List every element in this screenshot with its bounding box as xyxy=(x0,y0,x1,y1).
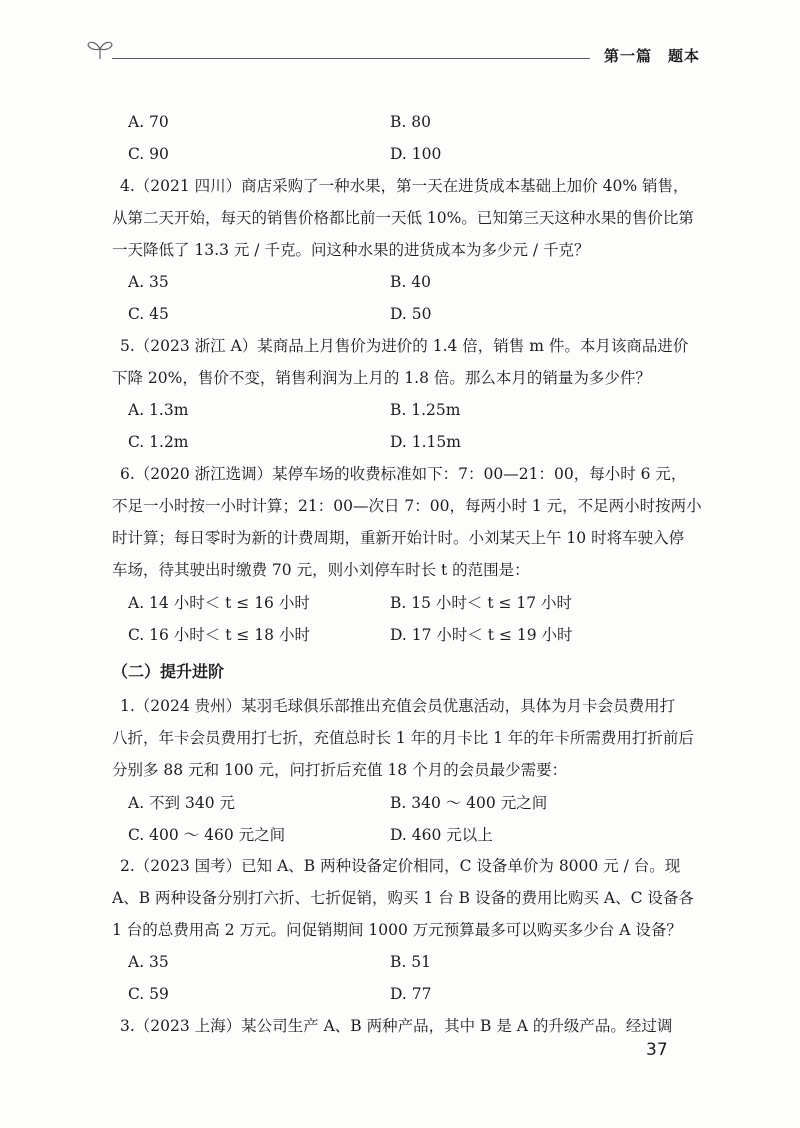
q4-line-2: 从第二天开始，每天的销售价格都比前一天低 10%。已知第三天这种水果的售价比第 xyxy=(112,209,694,227)
header-rule xyxy=(112,58,590,59)
section-title: （二）提升进阶 xyxy=(112,662,225,681)
q5-line-1: 5.（2023 浙江 A）某商品上月售价为进价的 1.4 倍，销售 m 件。本月该商品进价 xyxy=(120,337,689,355)
p2-options-row2 xyxy=(120,978,702,1010)
q4-line-1: 4.（2021 四川）商店采购了一种水果，第一天在进货成本基础上加价 40% 销售， xyxy=(120,177,689,195)
page-number: 37 xyxy=(646,1040,668,1060)
q6-option-a: A. 14 小时＜ t ≤ 16 小时 xyxy=(128,594,310,612)
q6-line-2: 不足一小时按一小时计算；21：00—次日 7：00，每两小时 1 元，不足两小时按两小 xyxy=(112,497,702,515)
p2-line-1: 2.（2023 国考）已知 A、B 两种设备定价相同，C 设备单价为 8000 元 / 台。现 xyxy=(120,857,681,875)
q5-option-c: C. 1.2m xyxy=(128,433,189,451)
p2-option-a: A. 35 xyxy=(128,953,169,971)
q6-option-b: B. 15 小时＜ t ≤ 17 小时 xyxy=(390,594,573,612)
q6-line-4: 车场，待其驶出时缴费 70 元，则小刘停车时长 t 的范围是： xyxy=(112,561,530,579)
p2-option-d: D. 77 xyxy=(390,985,432,1003)
p2-option-b: B. 51 xyxy=(390,953,431,971)
q6-options-row2 xyxy=(120,618,702,650)
p1-options-row2 xyxy=(120,818,702,850)
p1-option-b: B. 340 ～ 400 元之间 xyxy=(390,794,548,812)
q3-option-d: D. 100 xyxy=(390,145,442,163)
page-content xyxy=(112,106,702,1042)
q4-option-c: C. 45 xyxy=(128,305,169,323)
q4-option-d: D. 50 xyxy=(390,305,432,323)
sprout-icon xyxy=(86,37,114,61)
p1-option-c: C. 400 ～ 460 元之间 xyxy=(128,826,286,844)
p1-line-3: 分别多 88 元和 100 元，问打折后充值 18 个月的会员最少需要： xyxy=(112,761,568,779)
q3-options-row2 xyxy=(120,138,702,170)
p1-line-2: 八折，年卡会员费用打七折，充值总时长 1 年的月卡比 1 年的年卡所需费用打折前后 xyxy=(112,729,694,747)
q4-options-row2 xyxy=(120,298,702,330)
q4-option-b: B. 40 xyxy=(390,273,431,291)
q4-options-row1 xyxy=(120,266,702,298)
q6-line-3: 时计算；每日零时为新的计费周期，重新开始计时。小刘某天上午 10 时将车驶入停 xyxy=(112,529,685,547)
p2-line-2: A、B 两种设备分别打六折、七折促销，购买 1 台 B 设备的费用比购买 A、C 设备各 xyxy=(112,889,694,907)
q6-option-d: D. 17 小时＜ t ≤ 19 小时 xyxy=(390,626,573,644)
q3-option-c: C. 90 xyxy=(128,145,169,163)
p1-line-1: 1.（2024 贵州）某羽毛球俱乐部推出充值会员优惠活动，具体为月卡会员费用打 xyxy=(120,697,676,715)
p1-option-a: A. 不到 340 元 xyxy=(128,794,235,812)
q6-option-c: C. 16 小时＜ t ≤ 18 小时 xyxy=(128,626,310,644)
q5-option-b: B. 1.25m xyxy=(390,401,461,419)
p3-line-1: 3.（2023 上海）某公司生产 A、B 两种产品，其中 B 是 A 的升级产品。经过调 xyxy=(120,1017,673,1035)
p2-option-c: C. 59 xyxy=(128,985,169,1003)
q4-option-a: A. 35 xyxy=(128,273,169,291)
q3-option-a: A. 70 xyxy=(128,113,169,131)
q5-options-row2 xyxy=(120,426,702,458)
p2-options-row1 xyxy=(120,946,702,978)
p2-line-3: 1 台的总费用高 2 万元。问促销期间 1000 万元预算最多可以购买多少台 A 设备？ xyxy=(112,921,682,939)
q6-options-row1 xyxy=(120,586,702,618)
q5-option-d: D. 1.15m xyxy=(390,433,461,451)
header-title: 第一篇 题本 xyxy=(604,47,701,65)
p1-option-d: D. 460 元以上 xyxy=(390,826,493,844)
q3-option-b: B. 80 xyxy=(390,113,431,131)
q5-line-2: 下降 20%，售价不变，销售利润为上月的 1.8 倍。那么本月的销量为多少件？ xyxy=(112,369,651,387)
p1-options-row1 xyxy=(120,786,702,818)
q5-options-row1 xyxy=(120,394,702,426)
q3-options-row1 xyxy=(120,106,702,138)
q5-option-a: A. 1.3m xyxy=(128,401,189,419)
q6-line-1: 6.（2020 浙江选调）某停车场的收费标准如下：7：00—21：00，每小时 6 元， xyxy=(120,465,687,483)
q4-line-3: 一天降低了 13.3 元 / 千克。问这种水果的进货成本为多少元 / 千克？ xyxy=(112,241,590,259)
